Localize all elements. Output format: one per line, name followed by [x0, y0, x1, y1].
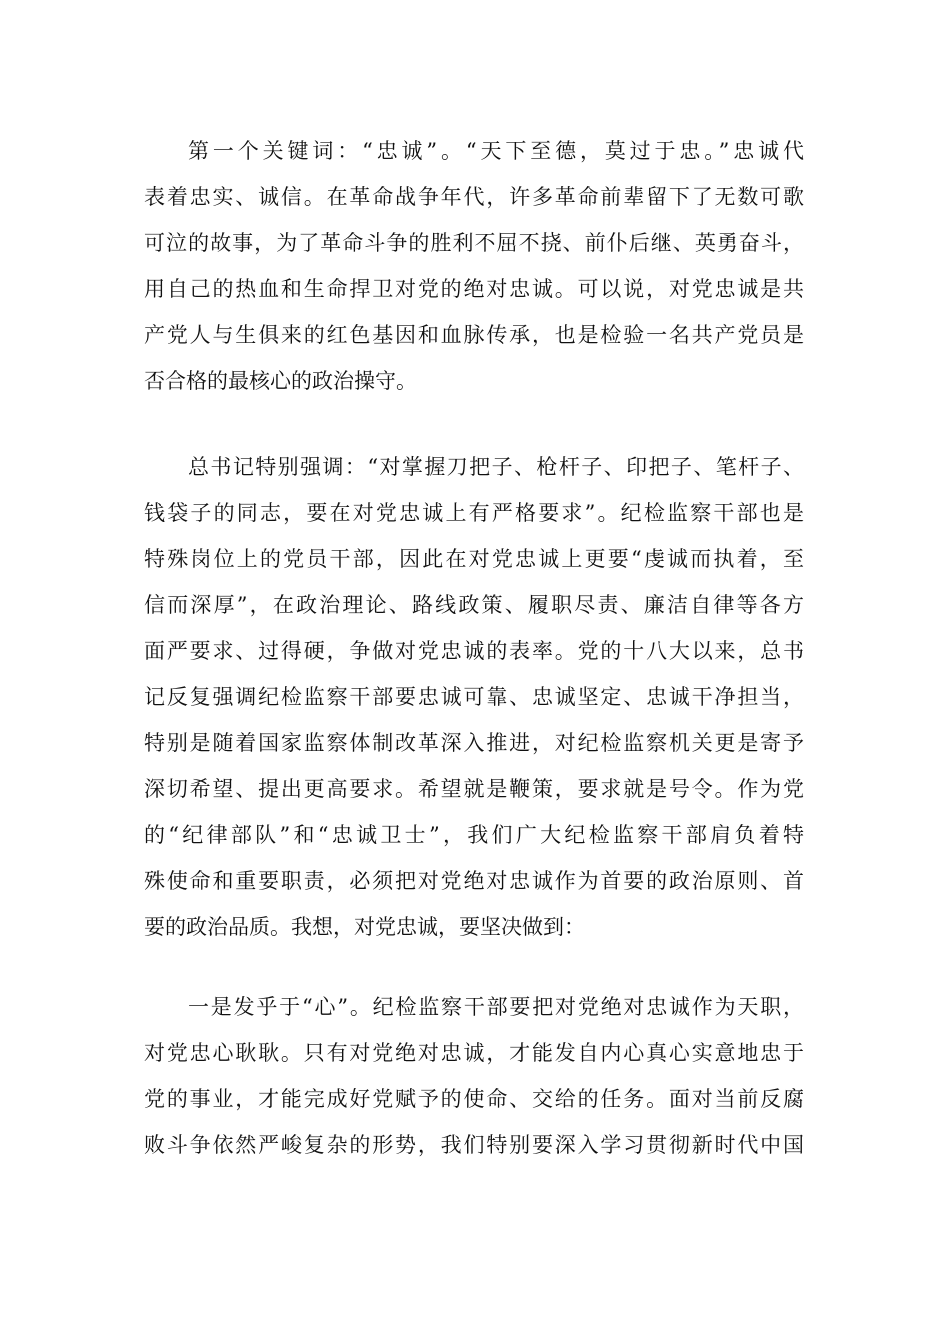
text-line: 的“纪律部队”和“忠诚卫士”，我们广大纪检监察干部肩负着特	[144, 823, 804, 847]
text-line: 败斗争依然严峻复杂的形势，我们特别要深入学习贯彻新时代中国	[144, 1133, 804, 1157]
text-line: 表着忠实、诚信。在革命战争年代，许多革命前辈留下了无数可歌	[144, 185, 804, 209]
text-line: 一是发乎于“心”。纪检监察干部要把对党绝对忠诚作为天职，	[188, 995, 804, 1019]
text-line: 用自己的热血和生命捍卫对党的绝对忠诚。可以说，对党忠诚是共	[144, 277, 804, 301]
text-line: 特殊岗位上的党员干部，因此在对党忠诚上更要“虔诚而执着，至	[144, 547, 804, 571]
paragraph-loyalty-keyword	[144, 128, 804, 404]
text-line: 面严要求、过得硬，争做对党忠诚的表率。党的十八大以来，总书	[144, 639, 804, 663]
text-line: 对党忠心耿耿。只有对党绝对忠诚，才能发自内心真心实意地忠于	[144, 1041, 804, 1065]
text-line: 深切希望、提出更高要求。希望就是鞭策，要求就是号令。作为党	[144, 777, 804, 801]
text-line: 否合格的最核心的政治操守。	[144, 369, 417, 393]
text-line: 要的政治品质。我想，对党忠诚，要坚决做到：	[144, 915, 585, 939]
text-line: 产党人与生俱来的红色基因和血脉传承，也是检验一名共产党员是	[144, 323, 804, 347]
text-line: 党的事业，才能完成好党赋予的使命、交给的任务。面对当前反腐	[144, 1087, 804, 1111]
text-line: 信而深厚”，在政治理论、路线政策、履职尽责、廉洁自律等各方	[144, 593, 804, 617]
text-line: 可泣的故事，为了革命斗争的胜利不屈不挠、前仆后继、英勇奋斗，	[144, 231, 804, 255]
text-line: 记反复强调纪检监察干部要忠诚可靠、忠诚坚定、忠诚干净担当，	[144, 685, 804, 709]
text-line: 总书记特别强调：“对掌握刀把子、枪杆子、印把子、笔杆子、	[188, 455, 804, 479]
text-line: 殊使命和重要职责，必须把对党绝对忠诚作为首要的政治原则、首	[144, 869, 804, 893]
paragraph-from-the-heart	[144, 984, 804, 1168]
text-line: 第一个关键词：“忠诚”。“天下至德，莫过于忠。”忠诚代	[188, 139, 804, 163]
paragraph-general-secretary-emphasis	[144, 444, 804, 950]
text-line: 特别是随着国家监察体制改革深入推进，对纪检监察机关更是寄予	[144, 731, 804, 755]
text-line: 钱袋子的同志，要在对党忠诚上有严格要求”。纪检监察干部也是	[144, 501, 804, 525]
